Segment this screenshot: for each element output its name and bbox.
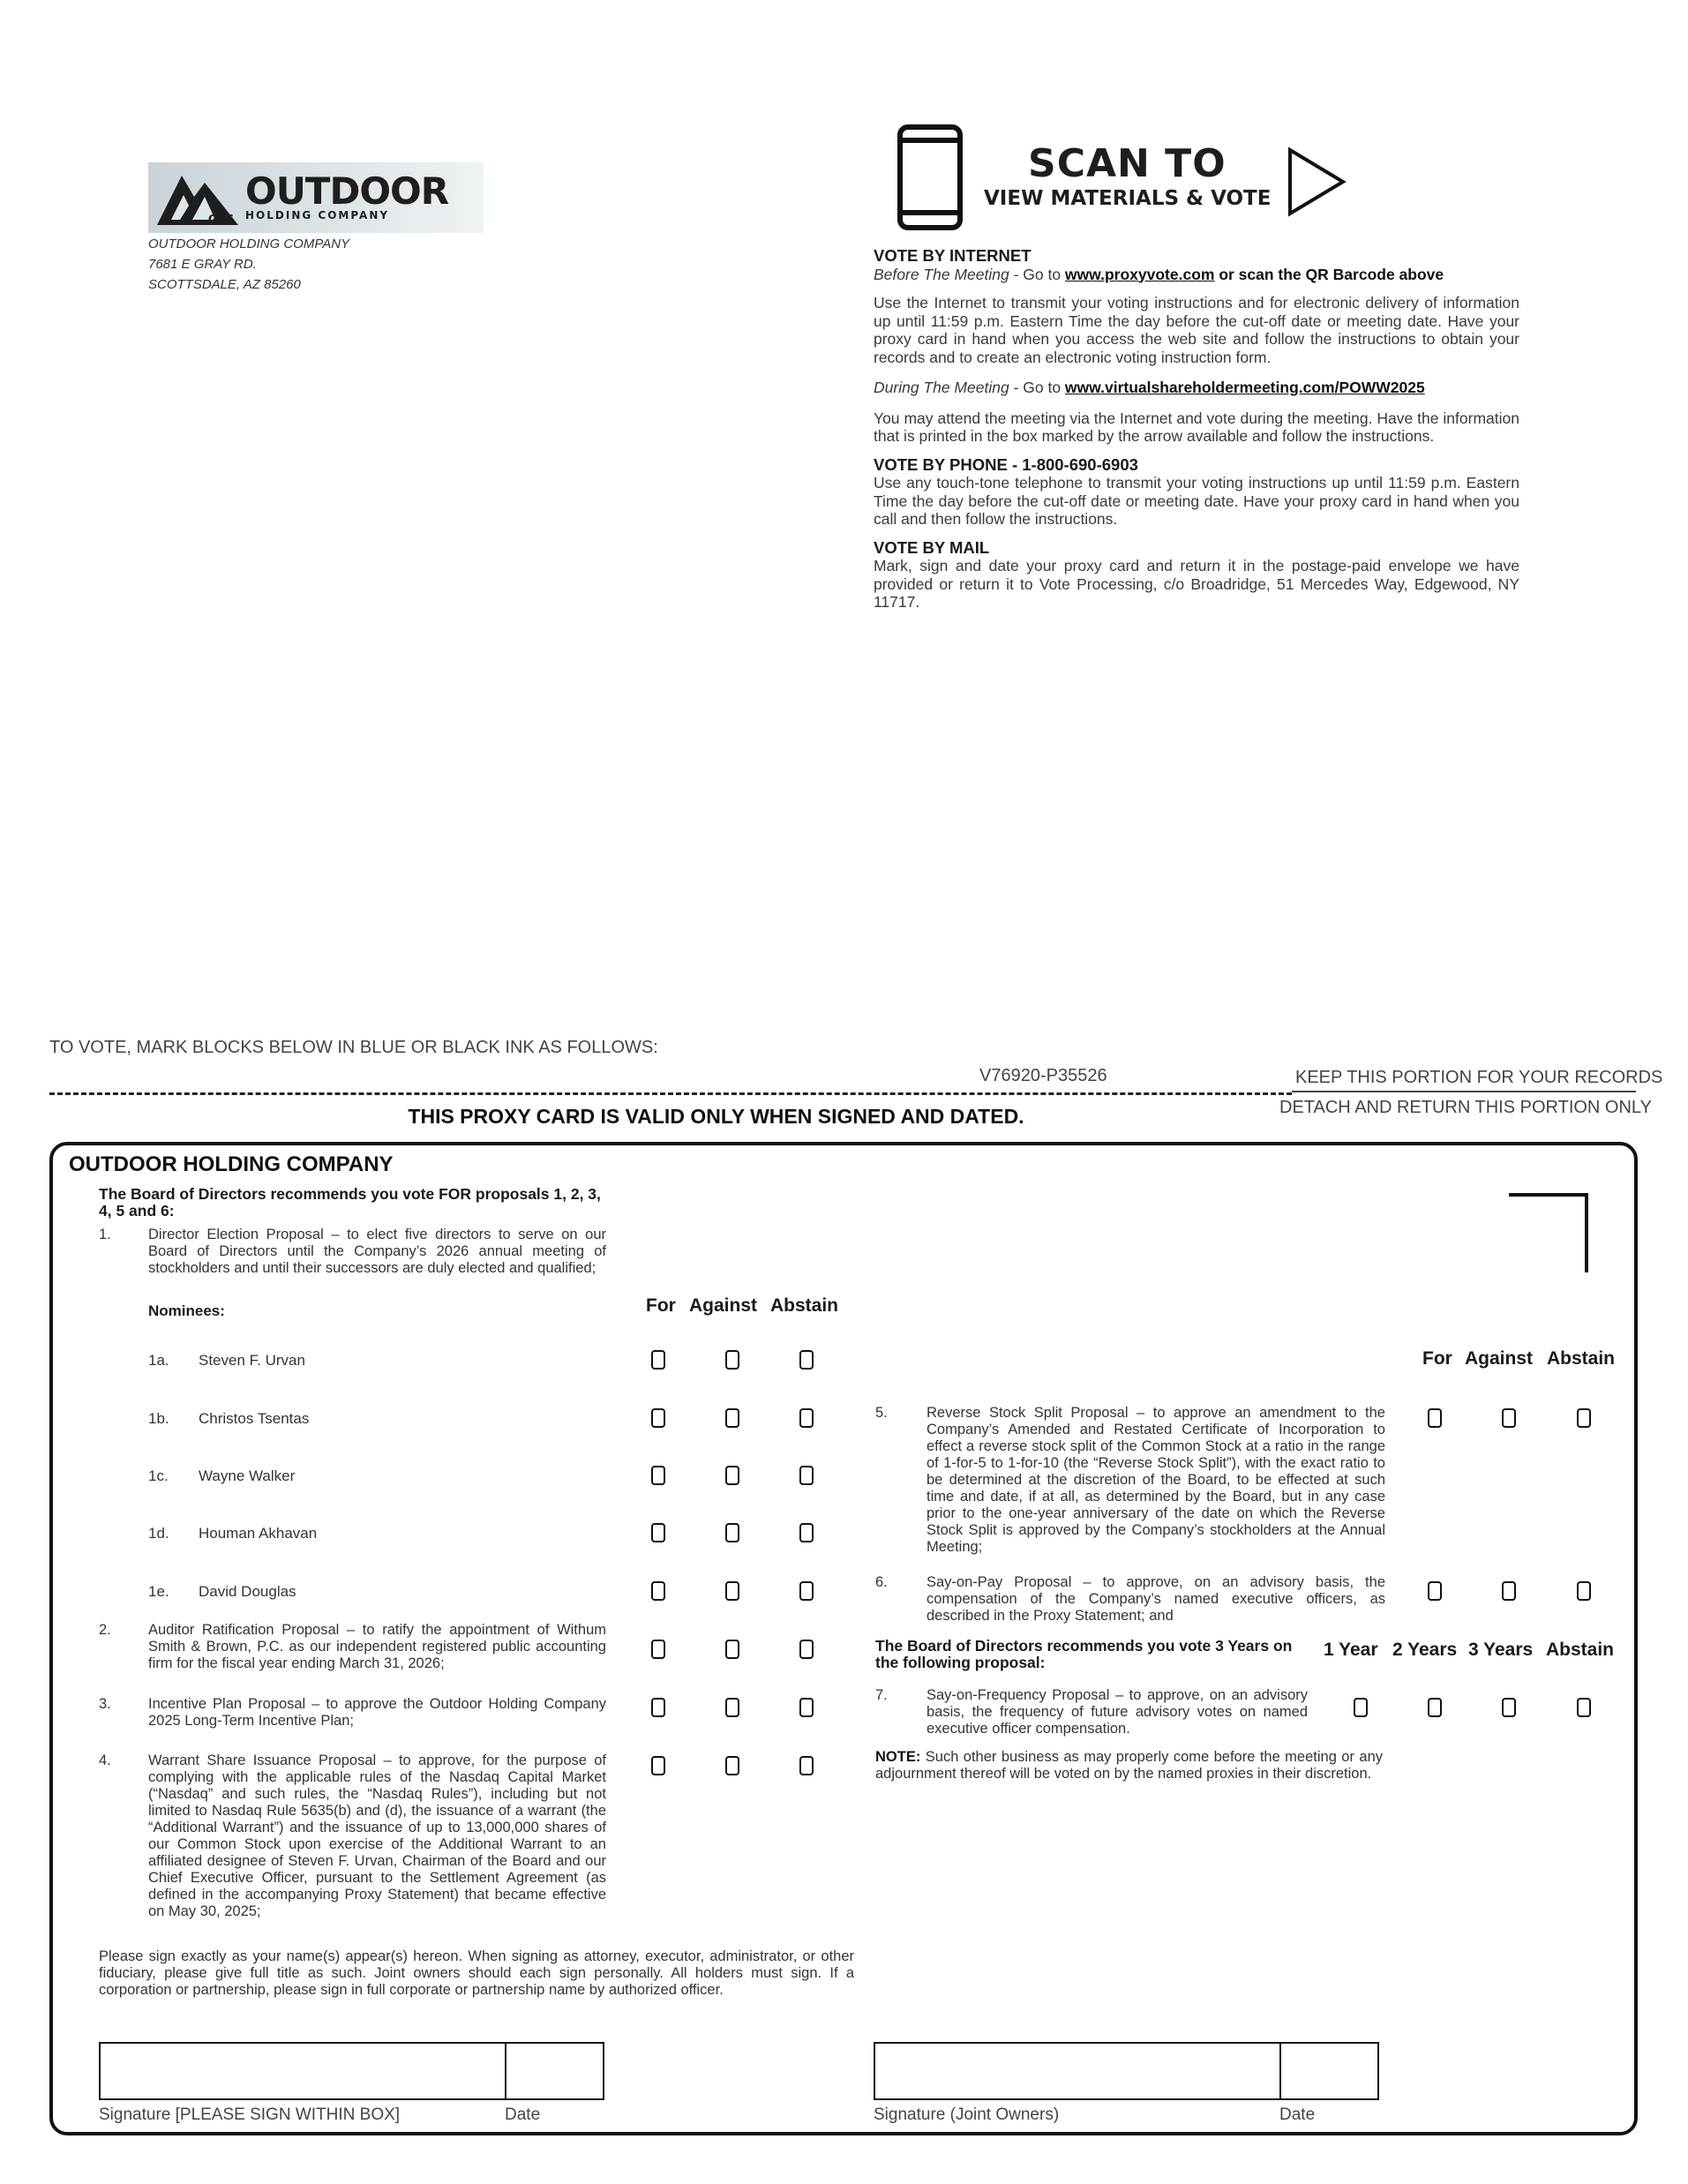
board-recommendation: The Board of Directors recommends you vote FOR proposals 1, 2, 3, 4, 5 and 6: [99, 1185, 601, 1220]
logo-subtitle: HOLDING COMPANY [245, 209, 390, 221]
checkbox-5-against[interactable] [1502, 1408, 1516, 1428]
header-2-years: 2 Years [1392, 1640, 1458, 1660]
board-recommendation-3-years: The Board of Directors recommends you vote 3 Years on the following proposal: [875, 1637, 1293, 1671]
signature-box[interactable] [99, 2042, 506, 2100]
checkbox-1d-against[interactable] [725, 1523, 739, 1542]
header-1-year: 1 Year [1324, 1640, 1378, 1660]
control-code: V76920-P35526 [979, 1066, 1107, 1085]
header-abstain: Abstain [770, 1295, 839, 1316]
checkbox-1a-abstain[interactable] [799, 1350, 814, 1370]
proposal-1-text: Director Election Proposal – to elect five directors to serve on our Board of Directors until the Company’s 2026 annual meeting of stockholders and until their successors are duly elected and qualified; [148, 1227, 606, 1276]
nominee-1b-id: 1b. [148, 1410, 169, 1427]
virtual-meeting-link[interactable]: www.virtualshareholdermeeting.com/POWW2025 [1064, 379, 1425, 396]
internet-text: Use the Internet to transmit your voting instructions and for electronic delivery of information up until 11:59 p.m. Eastern Time the day before the cut-off date or meeting date. Have your proxy card in hand when you access the web site and follow the instructions to obtain your records and to create an electronic voting instruction form. [874, 294, 1519, 366]
sign-instructions: Please sign exactly as your name(s) appear(s) hereon. When signing as attorney, executor, administrator, or other fiduciary, please give full title as such. Joint owners should each sign personally. All holders must sign. If a corporation or partnership, please sign in full corporate or partnership name by authorized officer. [99, 1948, 854, 1998]
before-meeting-line [874, 266, 1519, 284]
checkbox-7-abstain[interactable] [1577, 1698, 1591, 1717]
checkbox-1e-for[interactable] [651, 1581, 665, 1601]
header-freq-abstain: Abstain [1546, 1640, 1615, 1660]
corner-mark [1509, 1193, 1588, 1272]
checkbox-3-abstain[interactable] [799, 1698, 814, 1717]
checkbox-1e-against[interactable] [725, 1581, 739, 1601]
nominee-1e-id: 1e. [148, 1583, 169, 1600]
proposal-5-number: 5. [875, 1405, 888, 1421]
checkbox-6-for[interactable] [1428, 1581, 1442, 1601]
mail-text: Mark, sign and date your proxy card and return it in the postage-paid envelope we have provided or return it to Vote Processing, c/o Broadridge, 51 Mercedes Way, Edgewood, NY 11717. [874, 557, 1519, 611]
note-label: NOTE: [875, 1749, 921, 1765]
phone-text: Use any touch-tone telephone to transmit your voting instructions up until 11:59 p.m. Eastern Time the day before the cut-off date or meeting date. Have your proxy card in hand when you call and then follow the instructions. [874, 474, 1519, 528]
company-address-line-1: OUTDOOR HOLDING COMPANY [148, 236, 350, 251]
nominee-1a-id: 1a. [148, 1352, 169, 1369]
nominee-1a-name: Steven F. Urvan [199, 1352, 305, 1369]
mark-instructions: TO VOTE, MARK BLOCKS BELOW IN BLUE OR BLACK INK AS FOLLOWS: [49, 1038, 658, 1057]
proposal-5-text: Reverse Stock Split Proposal – to approve an amendment to the Company’s Amended and Restated Certificate of Incorporation to effect a reverse stock split of the Common Stock at a ratio in the range of 1-for-5 to 1-for-10 (the “Reverse Stock Split”), with the exact ratio to be determined at the discretion of the Board, to be effected at such time and date, if at all, as determined by the Board, but in any case prior to the one-year anniversary of the date on which the Reverse Stock Split is approved by the Company’s stockholders at the Annual Meeting; [927, 1405, 1385, 1555]
vote-internet-heading: VOTE BY INTERNET [874, 246, 1032, 265]
note-text: Such other business as may properly come before the meeting or any adjournment thereof will be voted on by the named proxies in their discretion. [875, 1749, 1383, 1782]
checkbox-1e-abstain[interactable] [799, 1581, 814, 1601]
proposal-7-text: Say-on-Frequency Proposal – to approve, on an advisory basis, the frequency of future advisory votes on named executive officer compensation. [927, 1687, 1308, 1737]
signature-label: Signature [PLEASE SIGN WITHIN BOX] [99, 2105, 401, 2124]
proposal-4-text: Warrant Share Issuance Proposal – to approve, for the purpose of complying with the applicable rules of the Nasdaq Capital Market (“Nasdaq” and such rules, the “Nasdaq Rules”), including but not limited to Nasdaq Rule 5635(b) and (d), the issuance of a warrant (the “Additional Warrant”) and the issuance of up to 13,000,000 shares of our Common Stock upon exercise of the Additional Warrant to an affiliated designee of Steven F. Urvan, Chairman of the Board and our Chief Executive Officer, pursuant to the Settlement Agreement (as defined in the accompanying Proxy Statement) that became effective on May 30, 2025; [148, 1752, 606, 1919]
checkbox-3-against[interactable] [725, 1698, 739, 1717]
svg-text:ohc: ohc [208, 211, 233, 225]
before-go-text: - Go to [1009, 265, 1065, 283]
proposal-3-number: 3. [99, 1696, 111, 1712]
right-header-for: For [1422, 1348, 1452, 1369]
checkbox-1d-for[interactable] [651, 1523, 665, 1542]
during-meeting-line [874, 379, 1519, 397]
vote-instructions [874, 247, 1519, 612]
signature-date-label: Date [505, 2105, 541, 2124]
proposal-1-number: 1. [99, 1227, 111, 1242]
signature-date-box[interactable] [505, 2042, 604, 2100]
checkbox-6-abstain[interactable] [1577, 1581, 1591, 1601]
checkbox-1d-abstain[interactable] [799, 1523, 814, 1542]
right-header-against: Against [1465, 1348, 1534, 1369]
during-text: You may attend the meeting via the Internet and vote during the meeting. Have the information that is printed in the box marked by the arrow available and follow the instructions. [874, 409, 1519, 445]
keep-portion-label: KEEP THIS PORTION FOR YOUR RECORDS [1295, 1068, 1663, 1087]
card-title: OUTDOOR HOLDING COMPANY [69, 1152, 394, 1176]
checkbox-1a-for[interactable] [651, 1350, 665, 1370]
proposal-6-text: Say-on-Pay Proposal – to approve, on an advisory basis, the compensation of the Company’s named executive officers, as described in the Proxy Statement; and [927, 1574, 1385, 1624]
proposal-6-number: 6. [875, 1574, 888, 1590]
proposal-2-text: Auditor Ratification Proposal – to ratify the appointment of Withum Smith & Brown, P.C. as our independent registered public accounting firm for the fiscal year ending March 31, 2026; [148, 1622, 606, 1671]
checkbox-2-abstain[interactable] [799, 1640, 814, 1659]
checkbox-7-2-years[interactable] [1428, 1698, 1442, 1717]
proposal-7-number: 7. [875, 1687, 888, 1703]
checkbox-1a-against[interactable] [725, 1350, 739, 1370]
checkbox-7-1-year[interactable] [1354, 1698, 1368, 1717]
before-meeting-label: Before The Meeting [874, 265, 1009, 283]
header-against: Against [689, 1295, 758, 1316]
header-for: For [646, 1295, 676, 1316]
header-3-years: 3 Years [1468, 1640, 1534, 1660]
checkbox-5-for[interactable] [1428, 1408, 1442, 1428]
company-address-line-2: 7681 E GRAY RD. [148, 257, 257, 272]
nominee-1d-id: 1d. [148, 1525, 169, 1542]
checkbox-1b-abstain[interactable] [799, 1408, 814, 1428]
before-tail-text: or scan the QR Barcode above [1214, 265, 1444, 283]
detach-line [49, 1092, 1292, 1095]
keep-portion-rule [1292, 1091, 1636, 1092]
valid-notice: THIS PROXY CARD IS VALID ONLY WHEN SIGNED AND DATED. [408, 1105, 1024, 1128]
checkbox-5-abstain[interactable] [1577, 1408, 1591, 1428]
checkbox-6-against[interactable] [1502, 1581, 1516, 1601]
nominee-1e-name: David Douglas [199, 1583, 296, 1600]
checkbox-4-against[interactable] [725, 1756, 739, 1775]
checkbox-1b-against[interactable] [725, 1408, 739, 1428]
checkbox-1c-for[interactable] [651, 1466, 665, 1485]
checkbox-1c-against[interactable] [725, 1466, 739, 1485]
phone-icon [897, 124, 964, 231]
nominees-label: Nominees: [148, 1302, 225, 1319]
right-header-abstain: Abstain [1547, 1348, 1616, 1369]
nominee-1c-name: Wayne Walker [199, 1467, 296, 1484]
during-go-text: - Go to [1009, 379, 1065, 396]
checkbox-3-for[interactable] [651, 1698, 665, 1717]
logo-wordmark: OUTDOOR [245, 169, 449, 213]
checkbox-2-against[interactable] [725, 1640, 739, 1659]
arrow-right-icon [1287, 146, 1348, 217]
vote-mail-heading: VOTE BY MAIL [874, 537, 990, 557]
during-meeting-label: During The Meeting [874, 379, 1009, 396]
joint-signature-box[interactable] [874, 2042, 1281, 2100]
note-paragraph [875, 1749, 1383, 1782]
proposal-3-text: Incentive Plan Proposal – to approve the Outdoor Holding Company 2025 Long-Term Incentive Plan; [148, 1696, 606, 1729]
joint-signature-label: Signature (Joint Owners) [874, 2105, 1060, 2124]
checkbox-7-3-years[interactable] [1502, 1698, 1516, 1717]
joint-signature-date-label: Date [1279, 2105, 1316, 2124]
detach-label: DETACH AND RETURN THIS PORTION ONLY [1279, 1098, 1652, 1117]
mountain-logo-icon [154, 167, 242, 229]
joint-signature-date-box[interactable] [1279, 2042, 1379, 2100]
proposal-4-number: 4. [99, 1752, 111, 1768]
company-logo [148, 162, 484, 233]
vote-phone-heading: VOTE BY PHONE - 1-800-690-6903 [874, 454, 1138, 474]
checkbox-1c-abstain[interactable] [799, 1466, 814, 1485]
scan-subtitle: VIEW MATERIALS & VOTE [984, 187, 1272, 210]
checkbox-4-abstain[interactable] [799, 1756, 814, 1775]
checkbox-4-for[interactable] [651, 1756, 665, 1775]
checkbox-1b-for[interactable] [651, 1408, 665, 1428]
nominee-1c-id: 1c. [148, 1467, 169, 1484]
scan-title: SCAN TO [1028, 141, 1227, 186]
proxyvote-link[interactable]: www.proxyvote.com [1064, 265, 1215, 283]
company-address-line-3: SCOTTSDALE, AZ 85260 [148, 277, 301, 292]
nominee-1d-name: Houman Akhavan [199, 1525, 318, 1542]
proposal-2-number: 2. [99, 1622, 111, 1638]
nominee-1b-name: Christos Tsentas [199, 1410, 310, 1427]
checkbox-2-for[interactable] [651, 1640, 665, 1659]
